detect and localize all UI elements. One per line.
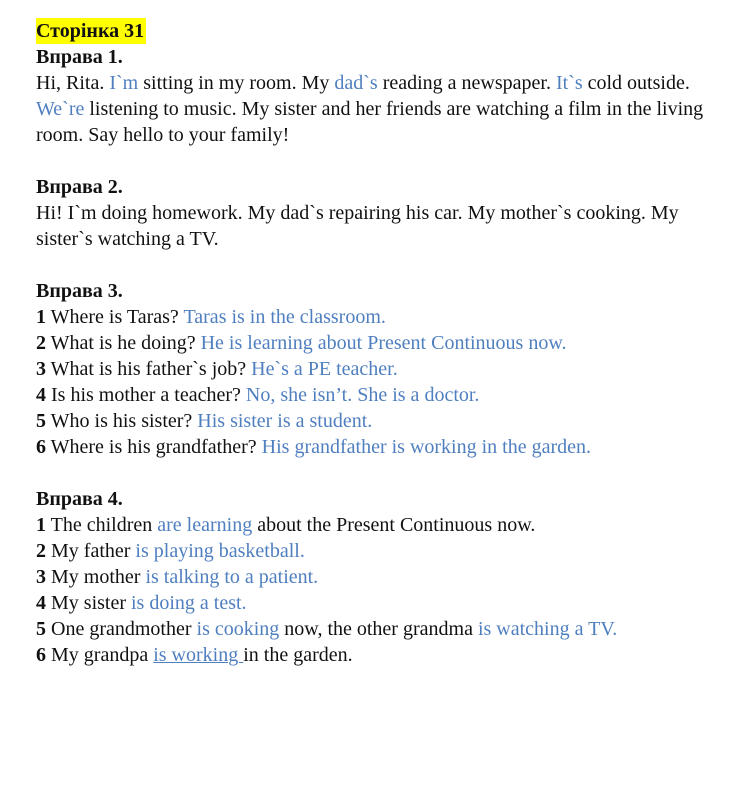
answer: is cooking <box>196 618 280 640</box>
spacer <box>36 148 736 174</box>
exercise-3-heading: Вправа 3. <box>36 280 123 302</box>
answer: No, she isn’t. She is a doctor. <box>245 384 480 406</box>
item-number: 1 <box>36 306 46 328</box>
item-number: 2 <box>36 540 46 562</box>
item-number: 3 <box>36 566 46 588</box>
ex3-item <box>36 304 736 330</box>
exercise-2-text: Hi! I`m doing homework. My dad`s repairing his car. My mother`s cooking. My sister`s watching a TV. <box>36 202 679 250</box>
answer: are learning <box>157 514 253 536</box>
item-number: 6 <box>36 644 46 666</box>
answer: is playing basketball. <box>135 540 305 562</box>
sentence-part: now, the other grandma <box>279 618 478 640</box>
sentence-part: My father <box>46 540 136 562</box>
exercise-4-heading: Вправа 4. <box>36 488 123 510</box>
exercise-1 <box>36 44 736 148</box>
sentence-part: in the garden. <box>243 644 353 666</box>
ex4-item <box>36 512 736 538</box>
sentence-part: The children <box>46 514 158 536</box>
ex1-seg: reading a newspaper. <box>377 72 556 94</box>
ex1-seg: cold outside. <box>582 72 690 94</box>
answer: is working <box>153 644 244 666</box>
question: Who is his sister? <box>46 410 198 432</box>
answer: His grandfather is working in the garden. <box>261 436 592 458</box>
item-number: 3 <box>36 358 46 380</box>
answer: His sister is a student. <box>197 410 373 432</box>
item-number: 6 <box>36 436 46 458</box>
ex4-item <box>36 538 736 564</box>
answer: is doing a test. <box>131 592 247 614</box>
sentence-part: My mother <box>46 566 146 588</box>
spacer <box>36 252 736 278</box>
ex3-item <box>36 382 736 408</box>
worksheet-page <box>36 18 736 668</box>
answer: He`s a PE teacher. <box>251 358 398 380</box>
item-number: 2 <box>36 332 46 354</box>
question: Where is his grandfather? <box>46 436 262 458</box>
item-number: 4 <box>36 384 46 406</box>
sentence-part: One grandmother <box>46 618 197 640</box>
answer: Taras is in the classroom. <box>183 306 386 328</box>
item-number: 4 <box>36 592 46 614</box>
ex1-answer: I`m <box>109 72 139 94</box>
ex1-answer: It`s <box>555 72 583 94</box>
ex4-item <box>36 616 736 642</box>
item-number: 1 <box>36 514 46 536</box>
ex3-item <box>36 330 736 356</box>
ex3-item <box>36 434 736 460</box>
ex3-item <box>36 356 736 382</box>
exercise-2 <box>36 174 736 252</box>
exercise-3 <box>36 278 736 460</box>
sentence-part: My grandpa <box>46 644 154 666</box>
ex3-item <box>36 408 736 434</box>
answer: is watching a TV. <box>477 618 618 640</box>
ex1-seg: listening to music. My sister and her friends are watching a film in the living room. Say hello to your family! <box>36 98 704 146</box>
item-number: 5 <box>36 410 46 432</box>
ex1-answer: We`re <box>36 98 85 120</box>
ex4-item <box>36 590 736 616</box>
exercise-1-text <box>36 70 736 148</box>
question: What is his father`s job? <box>46 358 252 380</box>
spacer <box>36 460 736 486</box>
ex4-item <box>36 642 736 668</box>
exercise-1-heading: Вправа 1. <box>36 46 123 68</box>
question: Where is Taras? <box>46 306 184 328</box>
ex1-answer: dad`s <box>334 72 378 94</box>
item-number: 5 <box>36 618 46 640</box>
page-title: Сторінка 31 <box>36 20 145 42</box>
answer: He is learning about Present Continuous now. <box>200 332 567 354</box>
exercise-2-heading: Вправа 2. <box>36 176 123 198</box>
exercise-4 <box>36 486 736 668</box>
question: What is he doing? <box>46 332 201 354</box>
ex1-seg: sitting in my room. My <box>138 72 335 94</box>
sentence-part: My sister <box>46 592 131 614</box>
sentence-part: about the Present Continuous now. <box>252 514 536 536</box>
ex1-seg: Hi, Rita. <box>36 72 110 94</box>
answer: is talking to a patient. <box>145 566 319 588</box>
ex4-item <box>36 564 736 590</box>
question: Is his mother a teacher? <box>46 384 246 406</box>
